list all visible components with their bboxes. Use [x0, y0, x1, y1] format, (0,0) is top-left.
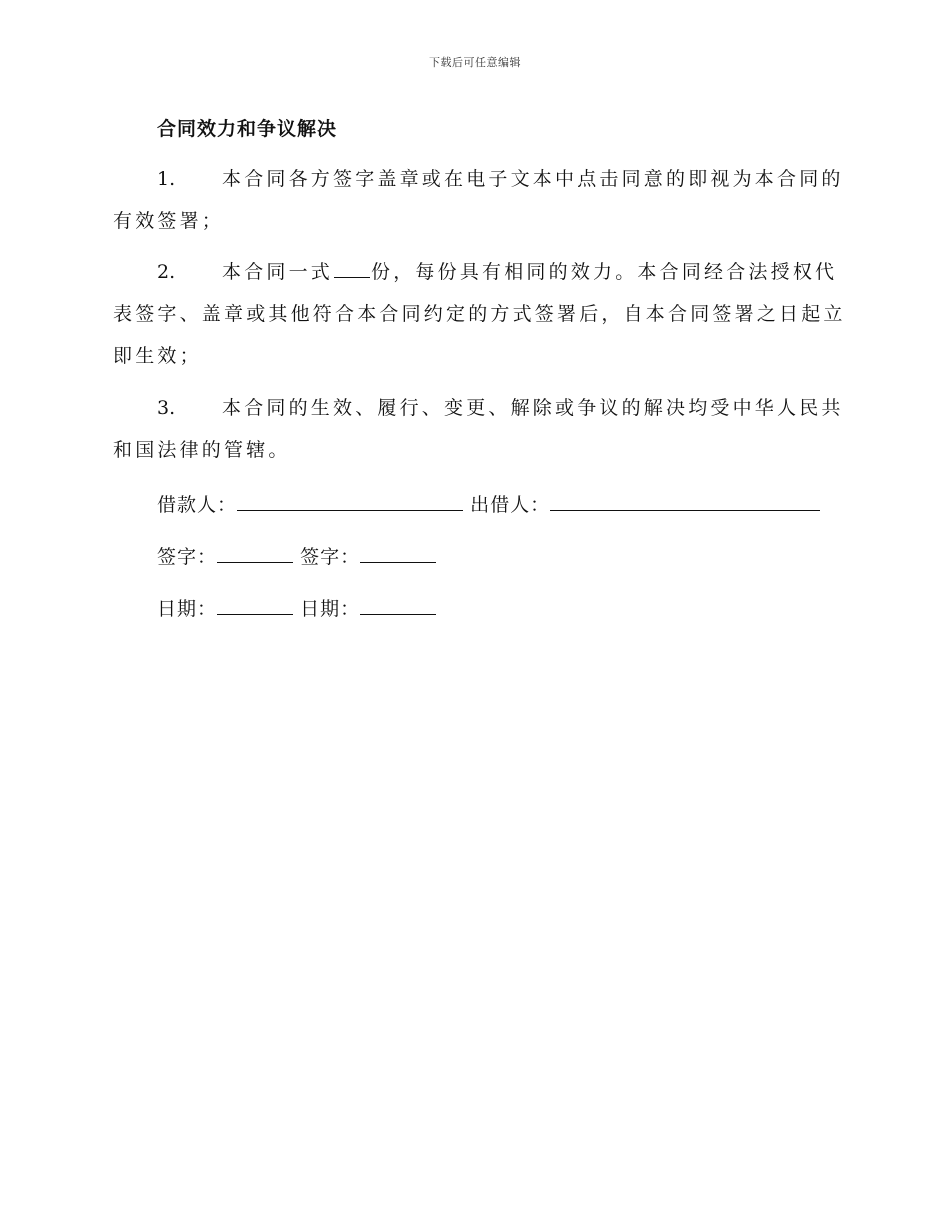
borrower-date-field[interactable]	[217, 596, 293, 615]
page-header: 下载后可任意编辑	[429, 56, 521, 69]
clause-text: 本合同各方签字盖章或在电子文本中点击同意的即视为本合同的	[222, 168, 844, 190]
section-title: 合同效力和争议解决	[157, 118, 338, 140]
clause-number: 1.	[157, 168, 176, 190]
lender-label: 出借人：	[470, 494, 551, 516]
copies-blank[interactable]	[334, 260, 370, 278]
clause-2	[113, 251, 846, 377]
signature-row	[157, 542, 436, 569]
lender-date-label: 日期：	[300, 598, 361, 620]
borrower-sign-label: 签字：	[157, 546, 218, 568]
clause-3	[113, 387, 844, 471]
borrower-sign-field[interactable]	[217, 544, 293, 563]
clause-text: 表签字、盖章或其他符合本合同约定的方式签署后，自本合同签署之日起立	[113, 303, 846, 325]
lender-date-field[interactable]	[360, 596, 436, 615]
borrower-field[interactable]	[237, 492, 463, 511]
lender-sign-field[interactable]	[360, 544, 436, 563]
clause-text: 即生效；	[113, 345, 202, 367]
clause-text: 有效签署；	[113, 210, 225, 232]
parties-row	[157, 490, 820, 517]
clause-text: 份，每份具有相同的效力。本合同经合法授权代	[371, 261, 838, 283]
clause-number: 2.	[157, 261, 176, 283]
clause-text: 本合同的生效、履行、变更、解除或争议的解决均受中华人民共	[222, 397, 844, 419]
clause-text: 和国法律的管辖。	[113, 439, 291, 461]
clause-text: 本合同一式	[222, 261, 334, 283]
date-row	[157, 594, 436, 621]
borrower-date-label: 日期：	[157, 598, 218, 620]
borrower-label: 借款人：	[157, 494, 238, 516]
lender-sign-label: 签字：	[300, 546, 361, 568]
lender-field[interactable]	[550, 492, 820, 511]
clause-number: 3.	[157, 397, 176, 419]
clause-1	[113, 158, 844, 242]
